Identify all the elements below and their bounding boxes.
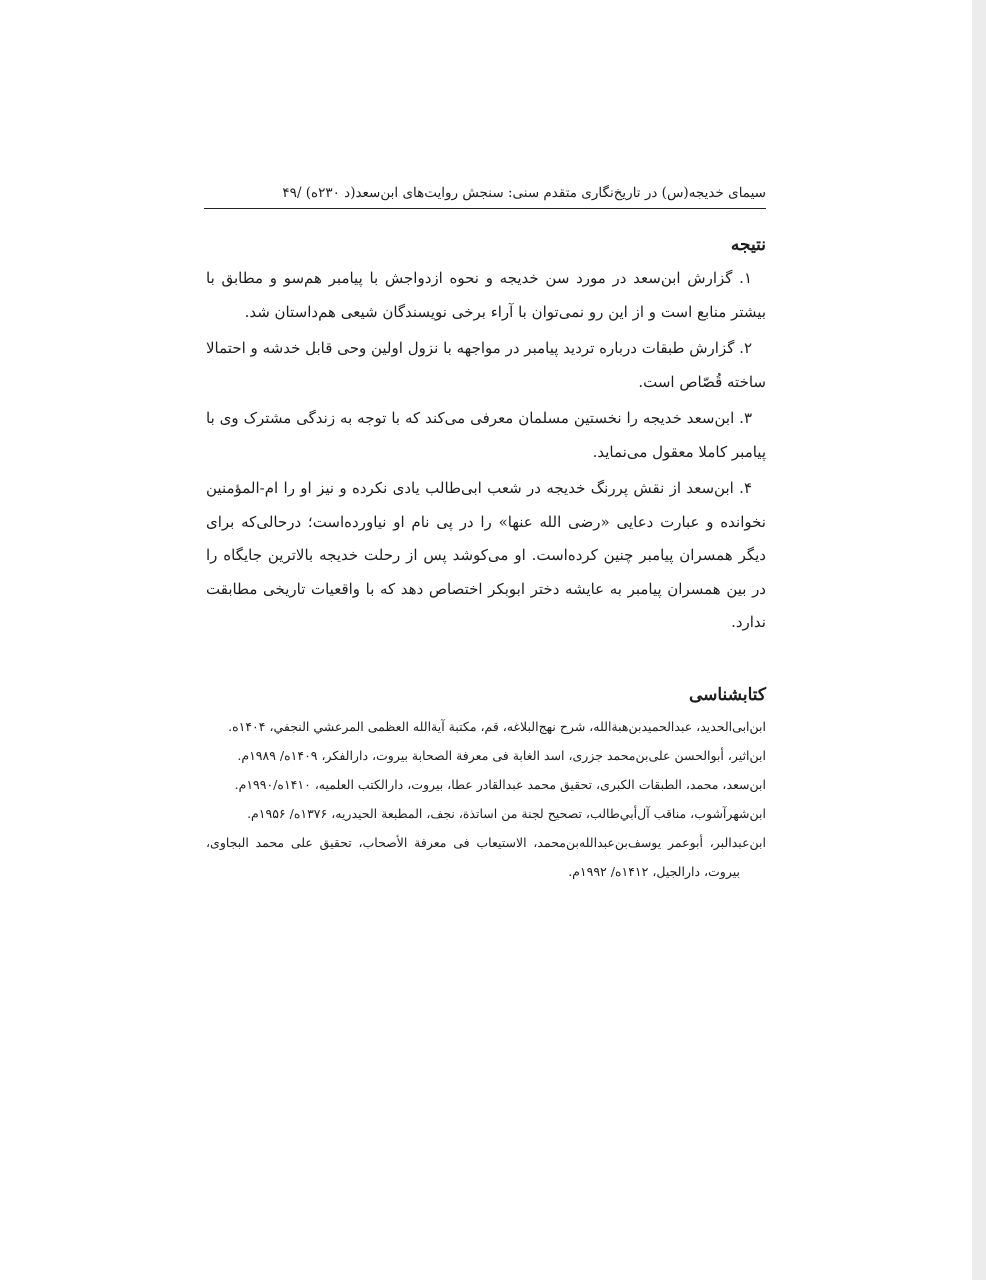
running-header-text: سیمای خدیجه(س) در تاریخ‌نگاری متقدم سنی: سنجش روایت‌های ابن‌سعد(د ۲۳۰ه) /۴۹ — [282, 185, 766, 201]
conclusion-paragraph-1: ۱. گزارش ابن‌سعد در مورد سن خدیجه و نحوه ازدواجش با پیامبر هم‌سو و مطابق با بیشتر منابع است و از این رو نمی‌توان با آراء برخی نویسندگان شیعی هم‌داستان شد. — [206, 269, 766, 321]
bibliography-list — [206, 712, 766, 886]
bibliography-entry: ابن‌عبدالبر، أبوعمر یوسف‌بن‌عبدالله‌بن‌محمد، الاستیعاب فی معرفة الأصحاب، تحقیق علی محمد البجاوی، بیروت، دارالجیل، ۱۴۱۲ه/ ۱۹۹۲م. — [206, 834, 766, 879]
bibliography-entry: ابن‌سعد، محمد، الطبقات الکبری، تحقیق محمد عبدالقادر عطا، بیروت، دارالکتب العلمیه، ۱۴۱۰ه/۱۹۹۰م. — [234, 776, 766, 792]
bibliography-entry: ابن‌شهرآشوب، مناقب آل‌أبي‌طالب، تصحیح لجنة من اساتذة، نجف، المطبعة الحیدریه، ۱۳۷۶ه/ ۱۹۵۶م. — [247, 805, 766, 821]
conclusion-paragraph-3: ۳. ابن‌سعد خدیجه را نخستین مسلمان معرفی می‌کند که با توجه به زندگی مشترک وی با پیامبر کاملا معقول می‌نماید. — [206, 409, 766, 461]
conclusion-paragraph-2: ۲. گزارش طبقات درباره تردید پیامبر در مواجهه با نزول اولین وحی قابل خدشه و احتمالا ساخته قُصّاص است. — [206, 339, 766, 391]
running-header — [204, 178, 766, 209]
bibliography-entry: ابن‌ابی‌الحدید، عبدالحمیدبن‌هبةالله، شرح نهج‌البلاغه، قم، مکتبة آیةالله العظمی المرعشي النجفي، ۱۴۰۴ه. — [228, 718, 766, 734]
page-body — [206, 228, 766, 886]
conclusion-heading: نتیجه — [730, 235, 766, 255]
page-gutter — [972, 0, 986, 1280]
bibliography-heading: کتابشناسی — [688, 684, 766, 705]
conclusion-paragraph-4: ۴. ابن‌سعد از نقش پررنگ خدیجه در شعب ابی‌طالب یادی نکرده و نیز او را ام‌-المؤمنین نخوانده و عبارت دعایی «رضی الله عنها» را در پی نام او نیاورده‌است؛ درحالی‌که برای دیگر همسران پیامبر چنین کرده‌است. او می‌کوشد پس از رحلت خدیجه بالاترین جایگاه را در بین همسران پیامبر به عایشه دختر ابوبکر اختصاص دهد که با واقعیات تاریخی مطابقت ندارد. — [206, 479, 766, 631]
bibliography-entry: ابن‌اثیر، أبوالحسن علی‌بن‌محمد جزری، اسد الغابة فی معرفة الصحابة بیروت، دارالفکر، ۱۴۰۹ه/ ۱۹۸۹م. — [237, 747, 766, 763]
